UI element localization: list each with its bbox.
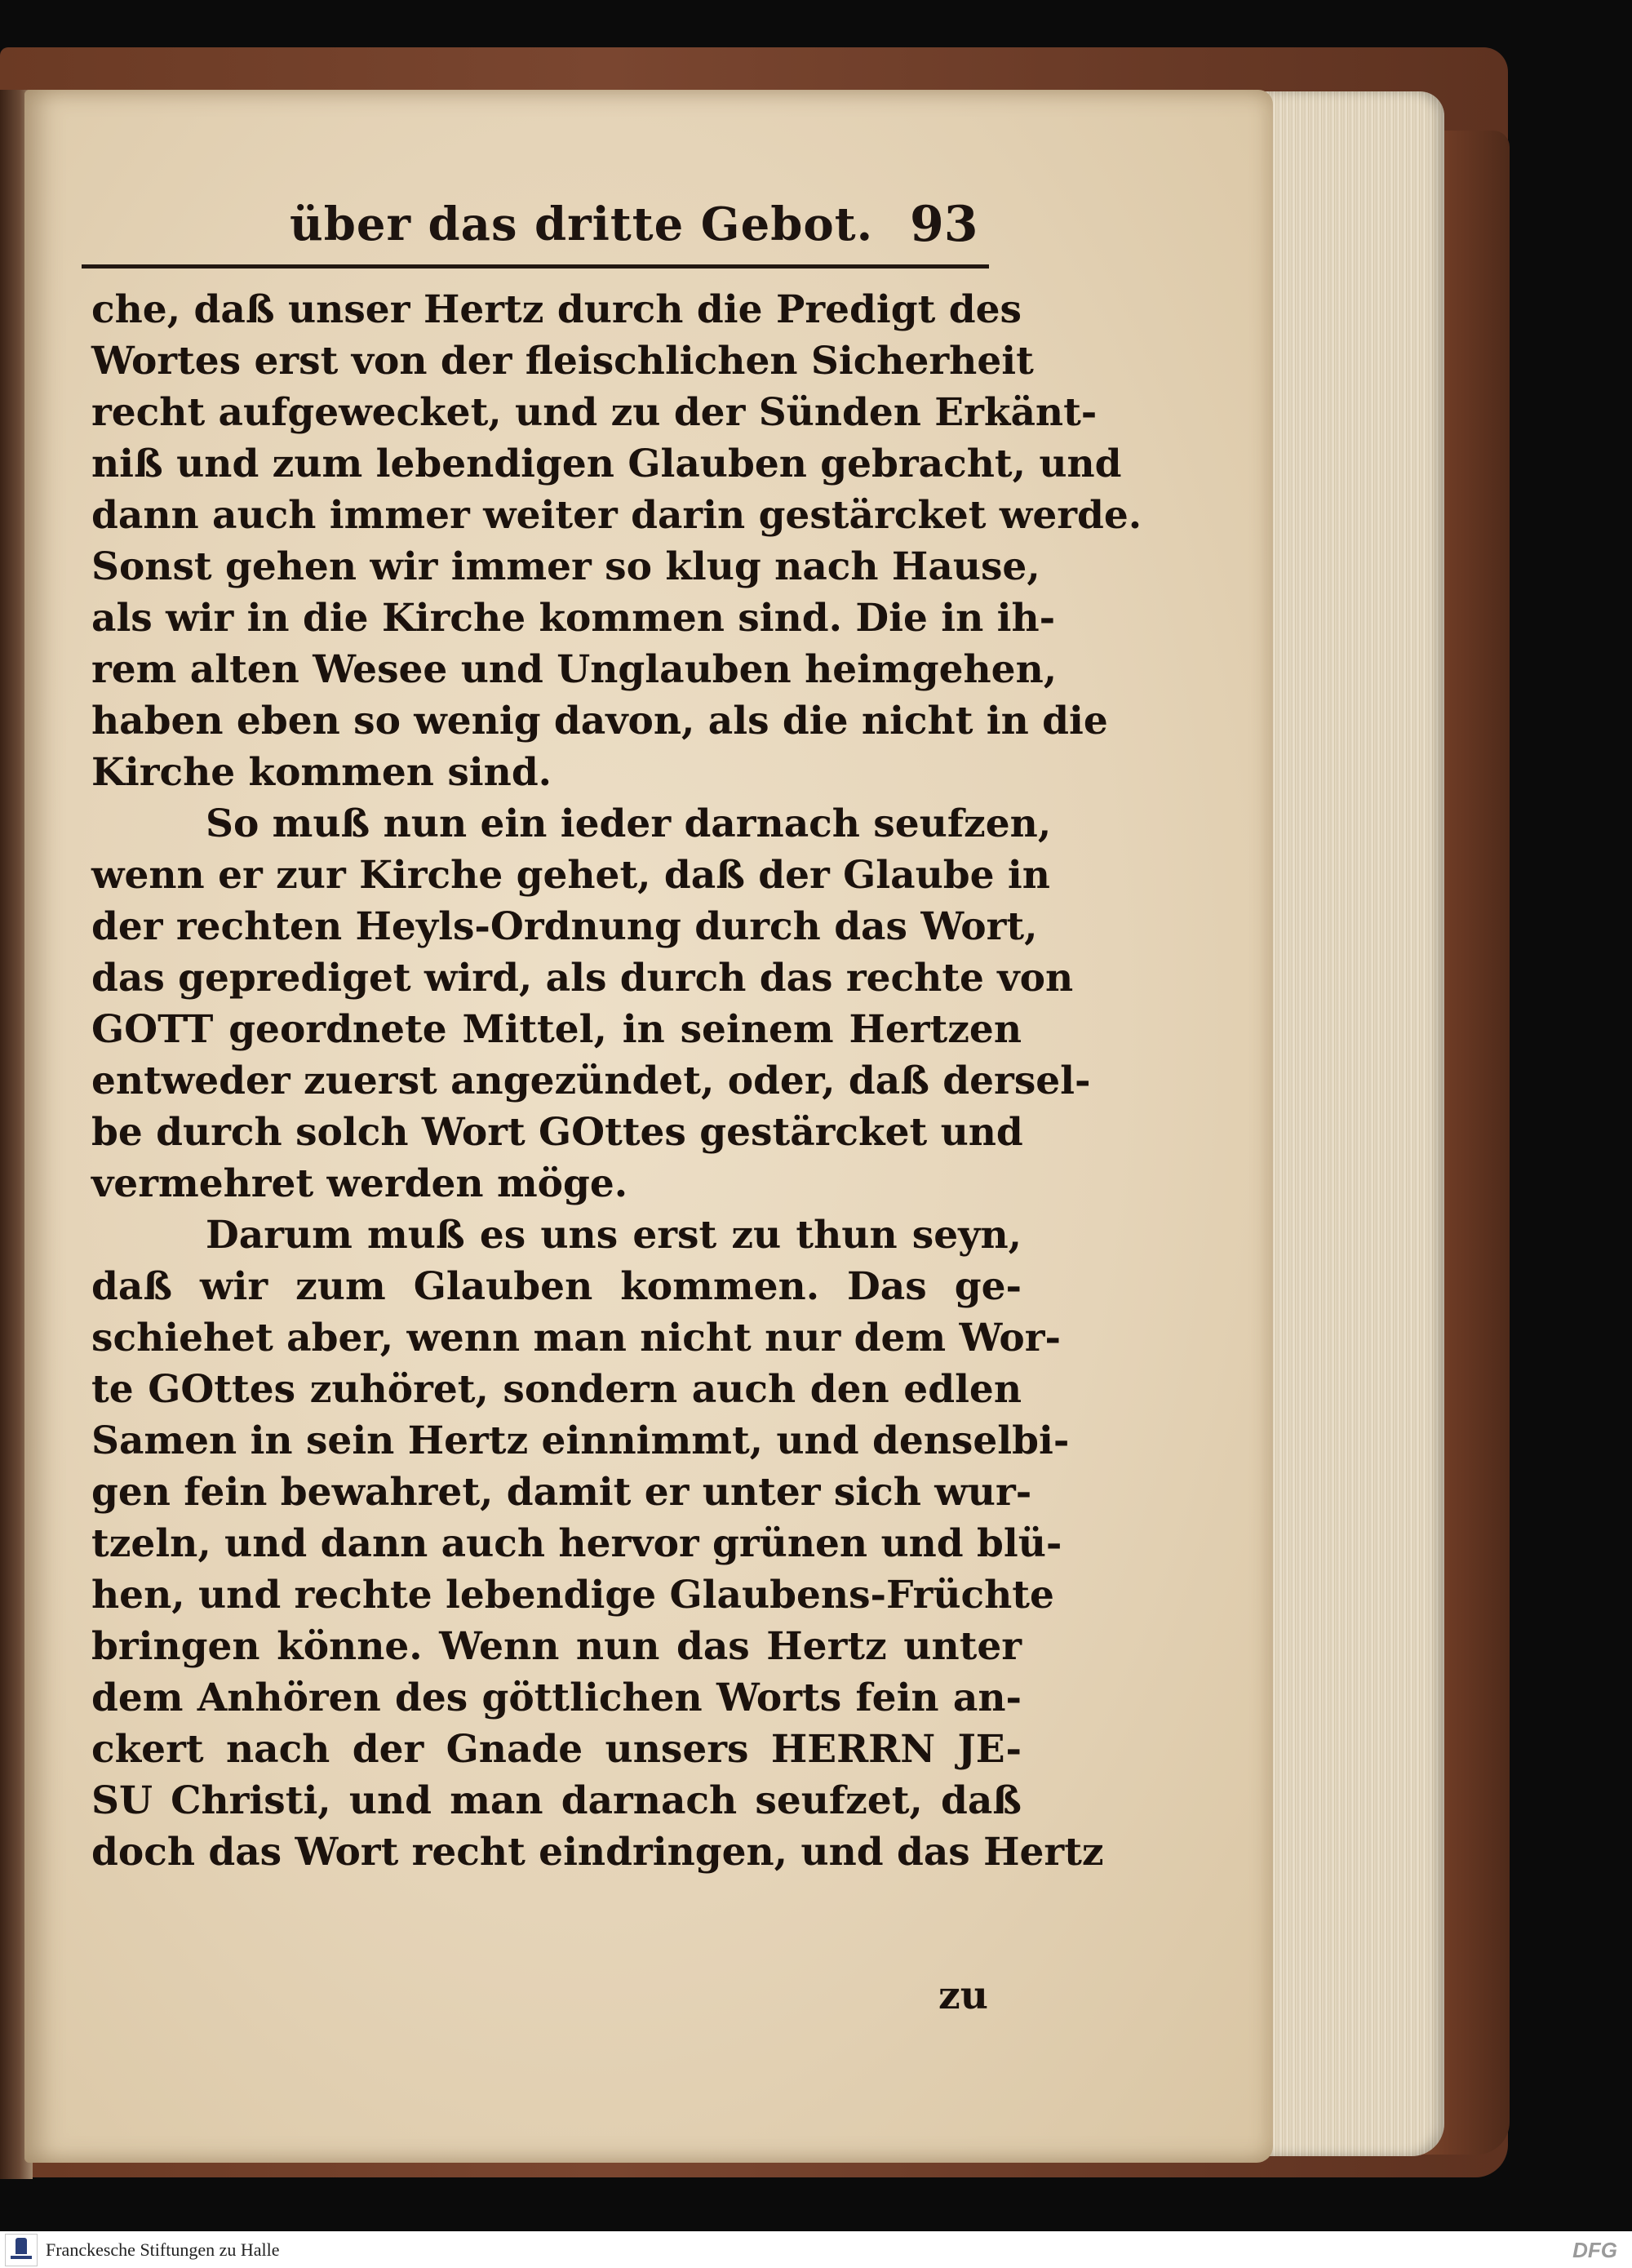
text-line: So muß nun ein ieder darnach seufzen, [206,801,1052,846]
text-line: che, daß unser Hertz durch die Predigt des [91,287,1022,332]
text-line: dann auch immer weiter darin gestärcket werde. [91,493,1142,538]
text-line: GOTT geordnete Mittel, in seinem Hertzen [91,1007,1022,1052]
catchword: zu [938,1973,988,2018]
text-line: bringen könne. Wenn nun das Hertz unter [91,1624,1022,1669]
text-line: entweder zuerst angezündet, oder, daß dersel- [91,1059,1091,1103]
francke-foundation-logo-icon[interactable] [5,2234,38,2266]
text-line: rem alten Wesee und Unglauben heimgehen, [91,647,1058,692]
page-number: 93 [910,196,978,253]
text-line: be durch solch Wort GOttes gestärcket und [91,1110,1023,1155]
footer-institution-link[interactable]: Franckesche Stiftungen zu Halle [46,2239,280,2260]
text-line: ckert nach der Gnade unsers HERRN JE- [91,1727,1022,1772]
text-line: Samen in sein Hertz einnimmt, und denselbi- [91,1418,1070,1463]
text-line: Darum muß es uns erst zu thun seyn, [206,1213,1022,1258]
running-head: über das dritte Gebot. [290,198,874,251]
text-line: als wir in die Kirche kommen sind. Die in ih- [91,596,1056,641]
text-line: hen, und rechte lebendige Glaubens-Früchte [91,1573,1054,1618]
dfg-logo[interactable]: DFG [1572,2238,1617,2262]
text-line: Sonst gehen wir immer so klug nach Hause, [91,544,1040,589]
text-line: schiehet aber, wenn man nicht nur dem Wor- [91,1316,1062,1360]
text-line: der rechten Heyls-Ordnung durch das Wort, [91,904,1038,949]
text-line: Wortes erst von der fleischlichen Sicherheit [91,339,1034,384]
text-line: Kirche kommen sind. [91,750,552,795]
text-line: doch das Wort recht eindringen, und das Hertz [91,1830,1104,1875]
text-line: SU Christi, und man darnach seufzet, daß [91,1778,1022,1823]
text-line: dem Anhören des göttlichen Worts fein an- [91,1675,1022,1720]
text-line: niß und zum lebendigen Glauben gebracht, und [91,442,1122,486]
text-line: gen fein bewahret, damit er unter sich wur- [91,1470,1032,1515]
page-block-fore-edge [1257,91,1444,2156]
text-line: tzeln, und dann auch hervor grünen und blü- [91,1521,1062,1566]
logo-mark [16,2238,27,2254]
text-line: te GOttes zuhöret, sondern auch den edlen [91,1367,1022,1412]
text-line: vermehret werden möge. [91,1161,628,1206]
text-line: daß wir zum Glauben kommen. Das ge- [91,1264,1022,1309]
logo-mark-base [11,2256,32,2259]
body-text [91,284,1142,1878]
book-page [24,90,1273,2163]
text-line: recht aufgewecket, und zu der Sünden Erkänt- [91,390,1098,435]
text-line: haben eben so wenig davon, als die nicht in die [91,699,1108,743]
text-line: das geprediget wird, als durch das rechte von [91,956,1074,1001]
header-rule [82,264,989,269]
text-line: wenn er zur Kirche gehet, daß der Glaube in [91,853,1050,898]
